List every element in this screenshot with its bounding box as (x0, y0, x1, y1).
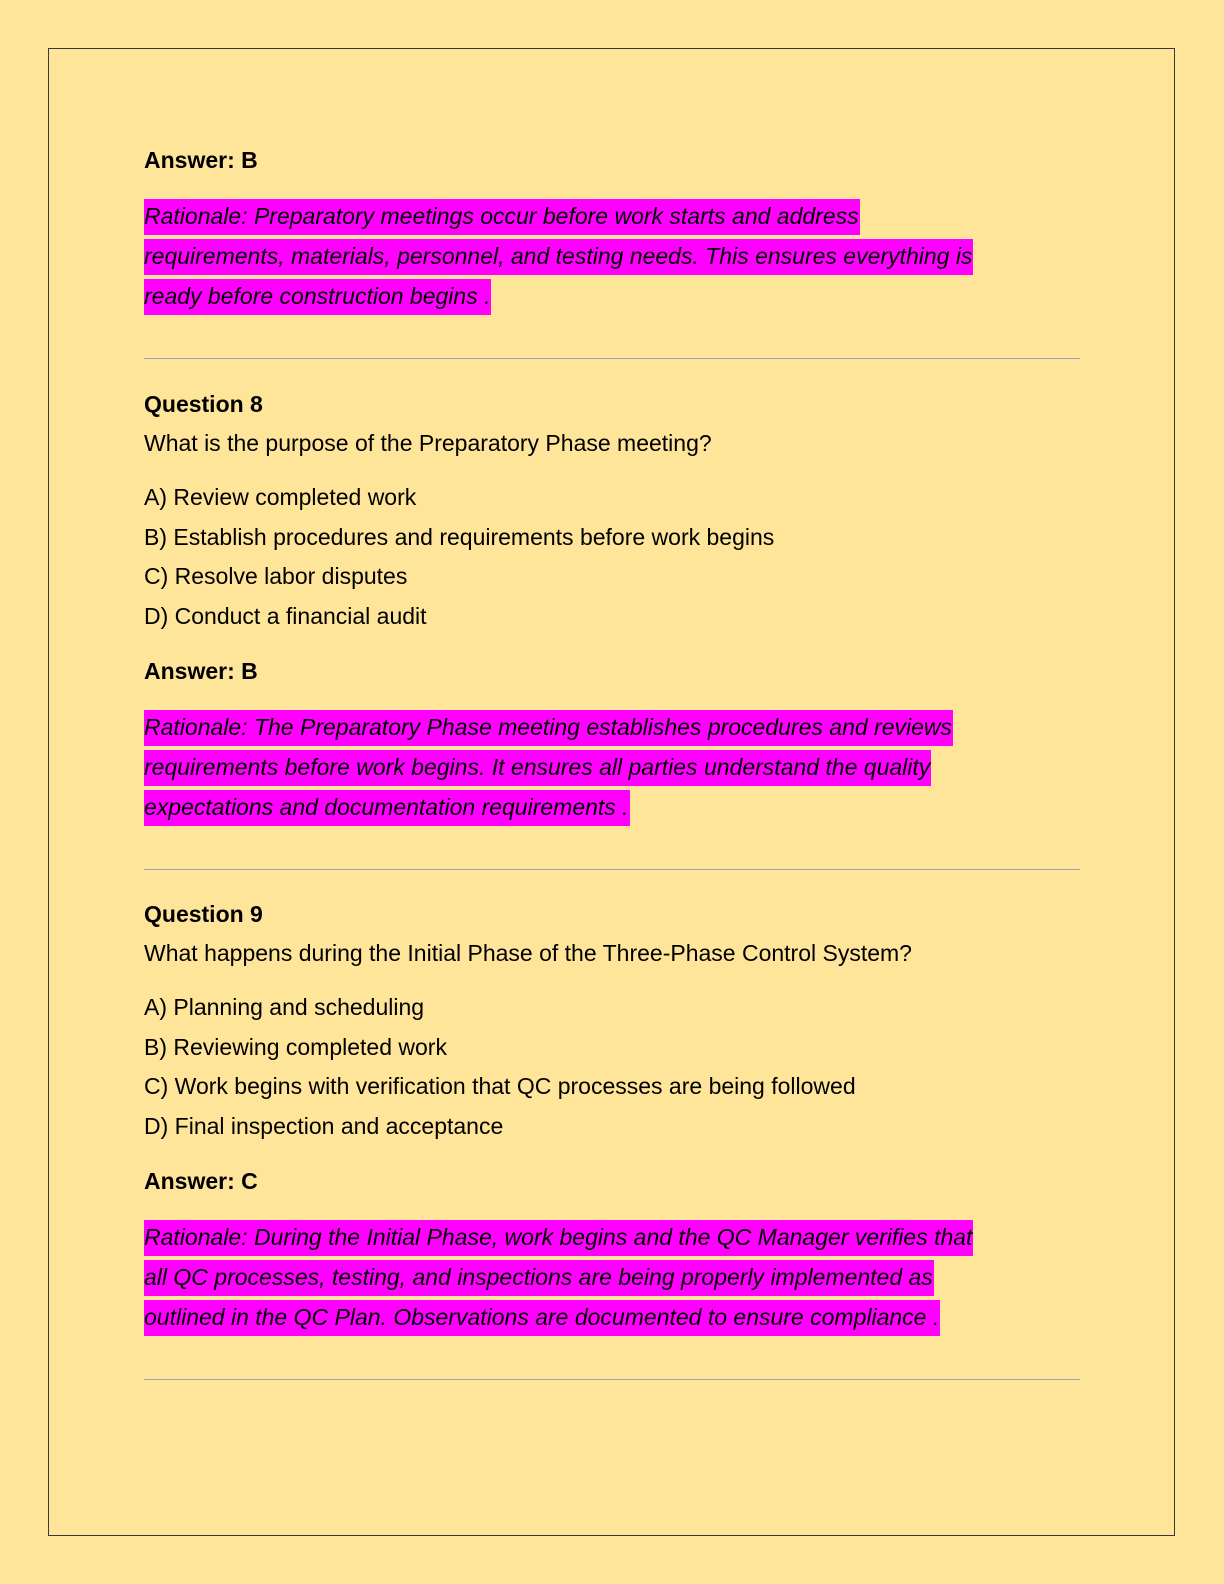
question-text: What happens during the Initial Phase of the Three-Phase Control System? (144, 940, 912, 966)
rationale-line: all QC processes, testing, and inspections are being properly implemented as (144, 1257, 1074, 1297)
rationale-line: requirements, materials, personnel, and testing needs. This ensures everything is (144, 236, 1074, 276)
option-a: A) Planning and scheduling (144, 994, 425, 1020)
rationale-line: outlined in the QC Plan. Observations are documented to ensure compliance . (144, 1297, 1074, 1337)
answer-label: Answer: B (144, 147, 258, 173)
option-c: C) Work begins with verification that QC processes are being followed (144, 1073, 856, 1099)
answer-options (144, 988, 856, 1146)
question-title: Question 9 (144, 901, 263, 927)
section-divider (144, 869, 1080, 870)
answer-label: Answer: B (144, 658, 258, 684)
option-b: B) Reviewing completed work (144, 1033, 447, 1060)
rationale-line: ready before construction begins . (144, 276, 1074, 316)
rationale (144, 196, 1074, 316)
option-d: D) Final inspection and acceptance (144, 1112, 504, 1139)
rationale-line: Rationale: Preparatory meetings occur before work starts and address (144, 196, 1074, 236)
rationale (144, 1217, 1074, 1337)
answer-options (144, 478, 774, 636)
rationale-line: requirements before work begins. It ensures all parties understand the quality (144, 747, 1074, 787)
option-d: D) Conduct a financial audit (144, 602, 427, 629)
rationale-line: expectations and documentation requirements . (144, 787, 1074, 827)
question-title: Question 8 (144, 391, 263, 417)
option-c: C) Resolve labor disputes (144, 563, 408, 589)
rationale-line: Rationale: During the Initial Phase, work begins and the QC Manager verifies that (144, 1217, 1074, 1257)
section-divider (144, 1379, 1080, 1380)
rationale (144, 707, 1074, 827)
answer-label: Answer: C (144, 1168, 258, 1194)
question-text: What is the purpose of the Preparatory Phase meeting? (144, 430, 712, 456)
option-b: B) Establish procedures and requirements before work begins (144, 523, 775, 550)
option-a: A) Review completed work (144, 484, 417, 510)
rationale-line: Rationale: The Preparatory Phase meeting establishes procedures and reviews (144, 707, 1074, 747)
section-divider (144, 358, 1080, 359)
